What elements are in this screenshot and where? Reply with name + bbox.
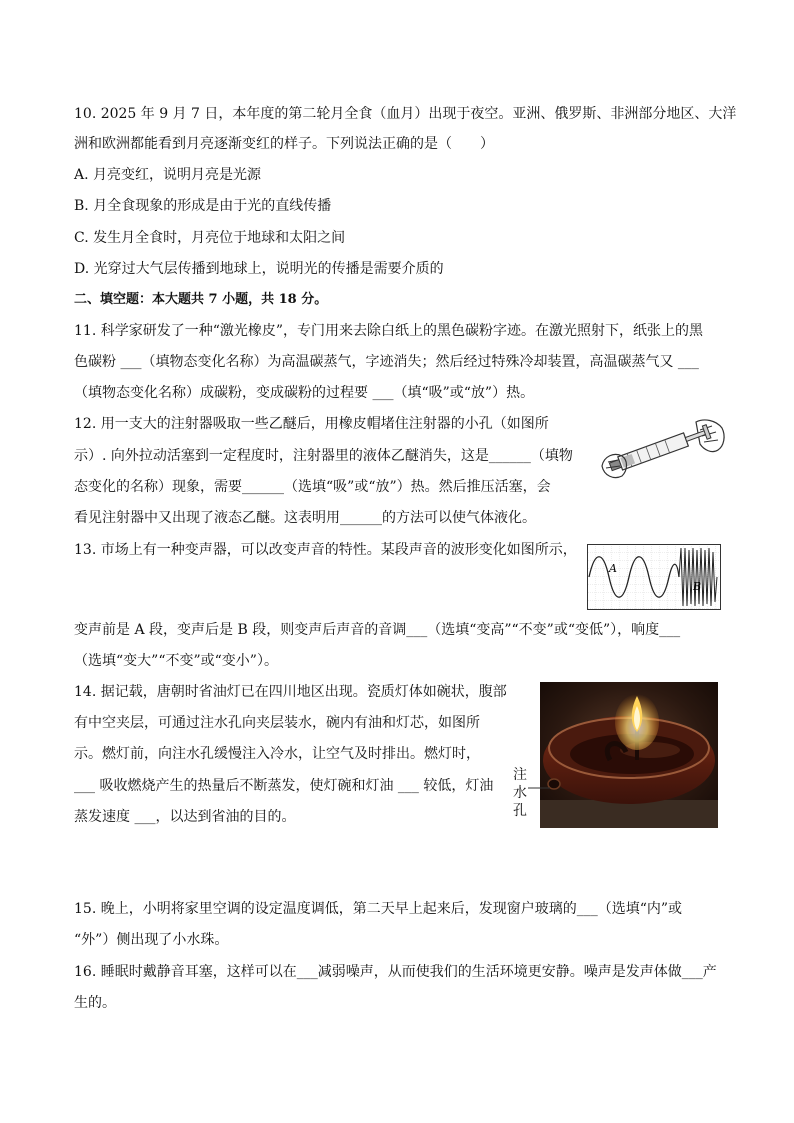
water-hole-label-char1: 注 xyxy=(513,767,527,783)
wave-label-a: A xyxy=(609,562,617,575)
q10-option-c: C. 发生月全食时，月亮位于地球和太阳之间 xyxy=(74,230,346,246)
water-hole-label-char2: 水 xyxy=(513,785,527,801)
q13-line1: 13. 市场上有一种变声器，可以改变声音的特性。某段声音的波形变化如图所示， xyxy=(74,542,577,558)
q12-line1: 12. 用一支大的注射器吸取一些乙醚后，用橡皮帽堵住注射器的小孔（如图所 xyxy=(74,416,549,432)
q14-line4: ___ 吸收燃烧产生的热量后不断蒸发，使灯碗和灯油 ___ 较低，灯油 xyxy=(74,778,494,794)
oil-lamp-photo xyxy=(540,682,718,828)
q14-line3: 示。燃灯前，向注水孔缓慢注入冷水，让空气及时排出。燃灯时， xyxy=(74,746,480,762)
syringe-figure xyxy=(600,414,728,484)
q14-line2: 有中空夹层，可通过注水孔向夹层装水，碗内有油和灯芯，如图所 xyxy=(74,715,480,731)
q13-line2: 变声前是 A 段，变声后是 B 段，则变声后声音的音调___（选填“变高”“不变”或“变低”），响度___ xyxy=(74,622,681,638)
q15-line2: “外”）侧出现了小水珠。 xyxy=(74,932,229,948)
section-heading-fill-in: 二、填空题：本大题共 7 小题，共 18 分。 xyxy=(74,292,328,307)
q10-option-d: D. 光穿过大气层传播到地球上，说明光的传播是需要介质的 xyxy=(74,261,444,277)
q14-line1: 14. 据记载，唐朝时省油灯已在四川地区出现。瓷质灯体如碗状，腹部 xyxy=(74,684,507,700)
q10-stem-line2: 洲和欧洲都能看到月亮逐渐变红的样子。下列说法正确的是（ ） xyxy=(74,136,494,152)
q12-line3: 态变化的名称）现象，需要______（选填“吸”或“放”）热。然后推压活塞，会 xyxy=(74,479,551,495)
water-hole-label xyxy=(512,766,528,820)
q11-line1: 11. 科学家研发了一种“激光橡皮”，专门用来去除白纸上的黑色碳粉字迹。在激光照射下，纸张上的黑 xyxy=(74,323,704,339)
q12-line4: 看见注射器中又出现了液态乙醚。这表明用______的方法可以使气体液化。 xyxy=(74,510,536,526)
wave-label-b: B xyxy=(693,580,702,593)
q15-line1: 15. 晚上，小明将家里空调的设定温度调低，第二天早上起来后，发现窗户玻璃的___（选填“内”或 xyxy=(74,901,683,917)
q16-line2: 生的。 xyxy=(74,995,116,1011)
q10-stem-line1: 10. 2025 年 9 月 7 日，本年度的第二轮月全食（血月）出现于夜空。亚洲、俄罗斯、非洲部分地区、大洋 xyxy=(74,106,737,122)
q16-line1: 16. 睡眠时戴静音耳塞，这样可以在___减弱噪声，从而使我们的生活环境更安静。噪声是发声体做___产 xyxy=(74,964,717,980)
q13-line3: （选填“变大”“不变”或“变小”）。 xyxy=(74,653,278,669)
water-hole-label-char3: 孔 xyxy=(513,803,527,819)
q11-line2: 色碳粉 ___（填物态变化名称）为高温碳蒸气，字迹消失；然后经过特殊冷却装置，高温碳蒸气又 ___ xyxy=(74,354,699,370)
q10-option-b: B. 月全食现象的形成是由于光的直线传播 xyxy=(74,198,332,214)
q10-option-a: A. 月亮变红，说明月亮是光源 xyxy=(74,167,262,183)
q14-line5: 蒸发速度 ___，以达到省油的目的。 xyxy=(74,809,296,825)
q11-line3: （填物态变化名称）成碳粉，变成碳粉的过程要 ___（填“吸”或“放”）热。 xyxy=(74,385,535,401)
sound-waveform-figure xyxy=(587,544,721,610)
water-hole-leader-line xyxy=(528,786,550,790)
q12-line2: 示）. 向外拉动活塞到一定程度时，注射器里的液体乙醚消失，这是______（填物 xyxy=(74,448,573,464)
